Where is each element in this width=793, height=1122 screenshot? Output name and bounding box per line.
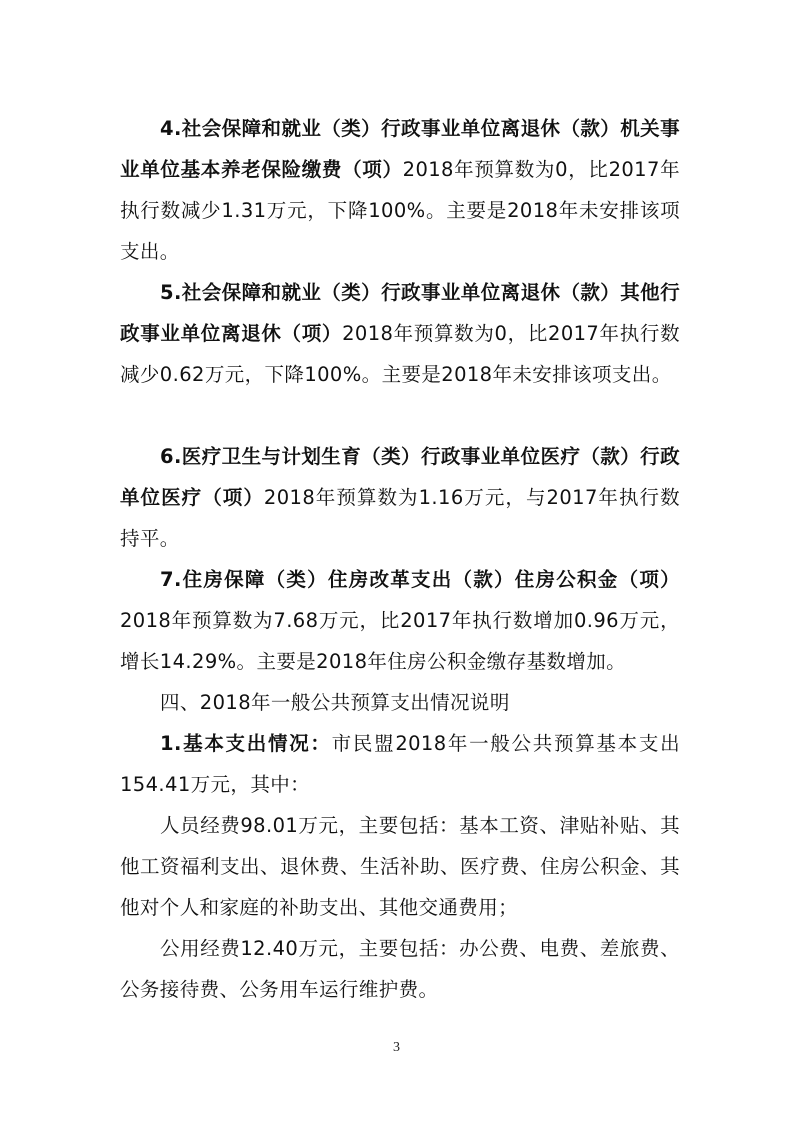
basic-expense-paragraph xyxy=(120,723,680,805)
public-expense-paragraph: 公用经费12.40万元，主要包括：办公费、电费、差旅费、公务接待费、公务用车运行维护费。 xyxy=(120,937,680,1001)
personnel-expense-paragraph: 人员经费98.01万元，主要包括：基本工资、津贴补贴、其他工资福利支出、退休费、生活补助、医疗费、住房公积金、其他对个人和家庭的补助支出、其他交通费用； xyxy=(120,814,680,919)
paragraph-body: 市民盟2018年一般公共预算基本支出154.41万元，其中： xyxy=(120,732,680,796)
paragraph-lead: 6.医疗卫生与计划生育（类）行政事业单位医疗（款）行政单位医疗（项） xyxy=(120,445,680,509)
paragraph-body: 2018年预算数为0，比2017年执行数减少1.31万元，下降100%。主要是2018年未安排该项支出。 xyxy=(120,158,680,263)
paragraph-item-5 xyxy=(120,272,680,395)
paragraph-item-7 xyxy=(120,559,680,682)
paragraph-body: 2018年预算数为7.68万元，比2017年执行数增加0.96万元，增长14.29%。主要是2018年住房公积金缴存基数增加。 xyxy=(120,609,680,673)
paragraph-item-4 xyxy=(120,108,680,272)
paragraph-body: 2018年预算数为0，比2017年执行数减少0.62万元，下降100%。主要是2018年未安排该项支出。 xyxy=(120,322,680,386)
paragraph-item-6 xyxy=(120,436,680,559)
paragraph-lead: 7.住房保障（类）住房改革支出（款）住房公积金（项） xyxy=(160,568,680,591)
paragraph-lead: 5.社会保障和就业（类）行政事业单位离退休（款）其他行政事业单位离退休（项） xyxy=(120,281,680,345)
paragraph-lead: 4.社会保障和就业（类）行政事业单位离退休（款）机关事业单位基本养老保险缴费（项） xyxy=(120,117,680,181)
paragraph-body: 2018年预算数为1.16万元，与2017年执行数持平。 xyxy=(120,486,680,550)
paragraph-lead: 1.基本支出情况： xyxy=(160,732,332,755)
section-heading: 四、2018年一般公共预算支出情况说明 xyxy=(160,691,510,714)
page-number: 3 xyxy=(393,1040,400,1055)
